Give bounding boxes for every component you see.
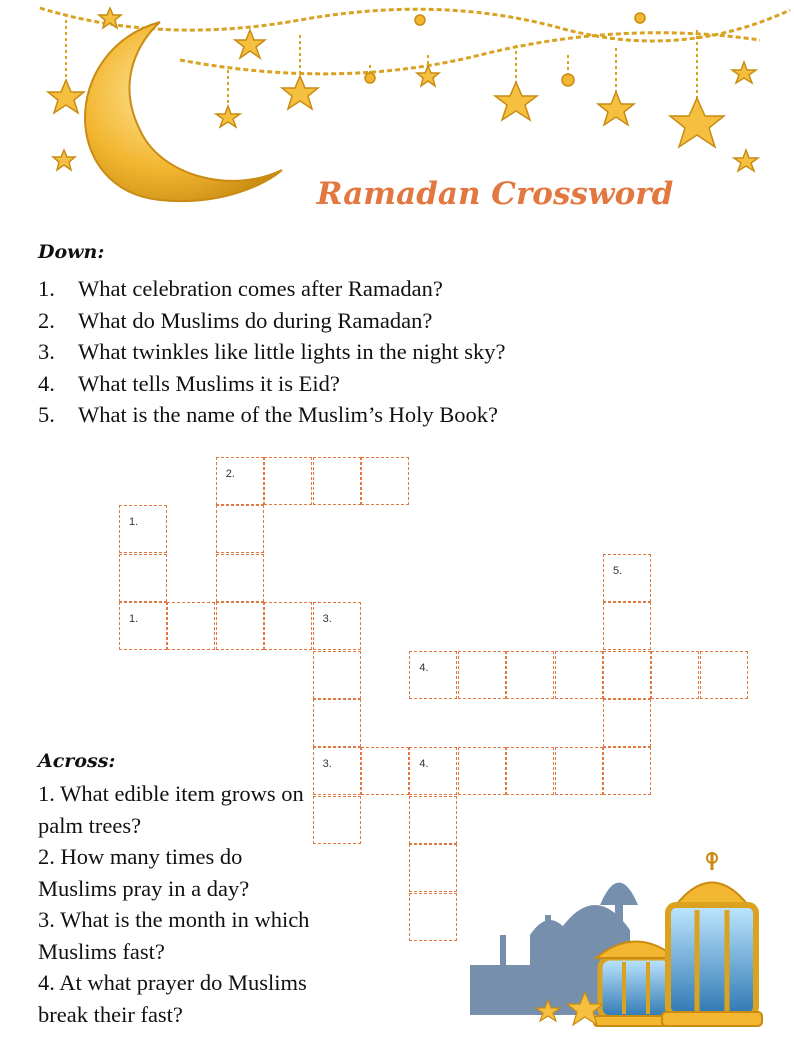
star-icon [53, 150, 75, 170]
down-clue [38, 273, 505, 305]
clue-number: 3. [38, 339, 55, 364]
clue-text: What tells Muslims it is Eid? [78, 370, 340, 396]
down-clue [38, 336, 505, 368]
across-clue: 2. How many times do Muslims pray in a day? [38, 844, 250, 901]
down-clue [38, 305, 505, 337]
cell-number: 4. [419, 758, 429, 771]
across-clue: 3. What is the month in which Muslims fast? [38, 907, 310, 964]
star-icon [670, 98, 724, 147]
cell-number: 3. [322, 613, 332, 626]
down-clue [38, 399, 505, 431]
clue-text: What do Muslims do during Ramadan? [78, 307, 433, 333]
across-heading: Across: [38, 750, 116, 772]
ornament-beads [365, 13, 645, 86]
star-icon [417, 66, 439, 86]
clue-number: 5. [38, 402, 55, 427]
down-clue-list [38, 273, 505, 431]
big-lantern-icon [662, 852, 762, 1026]
clue-number: 1. [38, 276, 55, 301]
clue-text: What celebration comes after Ramadan? [78, 276, 443, 301]
hanging-strings [66, 20, 697, 108]
star-icon [598, 92, 634, 125]
across-clue: 1. What edible item grows on palm trees? [38, 781, 304, 838]
page-title: Ramadan Crossword [316, 176, 674, 212]
across-clue-list [38, 778, 318, 1030]
cell-number: 5. [613, 564, 623, 577]
cell-number: 1. [129, 613, 139, 626]
star-icon [282, 76, 318, 109]
down-clue [38, 368, 505, 400]
star-icon [495, 82, 537, 120]
cell-number: 2. [225, 468, 235, 480]
across-clue: 4. At what prayer do Muslims break their fast? [38, 970, 307, 1027]
cell-number: 3. [322, 758, 332, 771]
star-icon [48, 80, 84, 113]
clue-text: What is the name of the Muslim’s Holy Book? [78, 402, 498, 427]
star-icon [235, 30, 265, 58]
clue-text: What twinkles like little lights in the night sky? [78, 339, 506, 364]
star-icon [734, 150, 758, 171]
down-heading: Down: [38, 241, 105, 263]
star-icon [732, 62, 756, 83]
clue-number: 2. [38, 307, 55, 333]
star-icon [216, 106, 240, 127]
cell-number: 4. [419, 661, 429, 674]
cell-number: 1. [129, 516, 139, 529]
clue-number: 4. [38, 370, 55, 396]
